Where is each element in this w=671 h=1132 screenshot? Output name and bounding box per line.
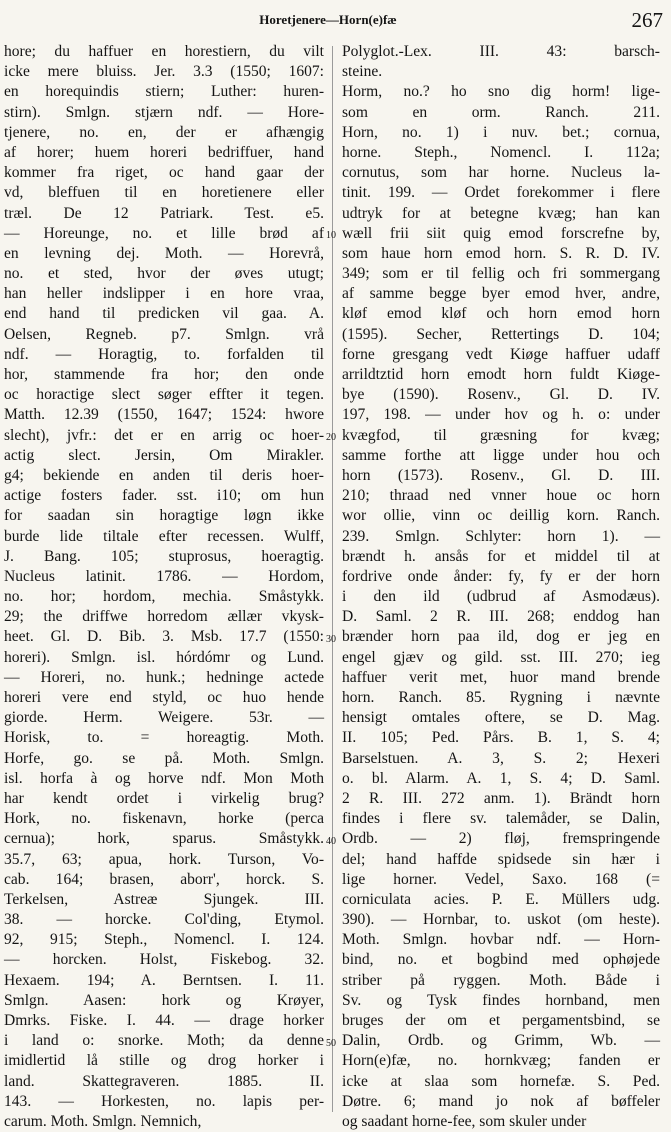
text-line: Moth. Smlgn. hovbar ndf. — Horn- <box>342 931 660 949</box>
text-line: Horn(e)fæ, no. hornkvæg; fanden er <box>342 1052 660 1070</box>
text-line: tjenere, no. en, der er afhængig <box>4 123 324 141</box>
text-line: Horisk, to. = horeagtig. Moth. <box>4 729 324 747</box>
text-line: findes i flere sv. talemåder, se Dalin, <box>342 810 660 828</box>
text-line: cab. 164; brasen, aborr', horck. S. <box>4 870 324 888</box>
right-column <box>342 42 660 1130</box>
text-line: oc horactige slect søger effter it tegen. <box>4 386 324 404</box>
text-line: 92, 915; Steph., Nomencl. I. 124. <box>4 931 324 949</box>
text-line: Horm, no.? ho sno dig horm! lige- <box>342 83 660 101</box>
text-line: 349; som er til fellig och fri sommergang <box>342 265 660 283</box>
text-line: af horer; huem horeri bedriffuer, hand <box>4 143 324 161</box>
text-line: bind, no. et bogbind med ophøjede <box>342 951 660 969</box>
text-line: burde lide tiltale efter recessen. Wulff, <box>4 527 324 545</box>
text-line: Horfe, go. se på. Moth. Smlgn. <box>4 749 324 767</box>
text-line: brændt h. ansås for et middel til at <box>342 547 660 565</box>
text-line: 2 R. III. 272 anm. 1). Brändt horn <box>342 789 660 807</box>
text-line: haffuer verit met, huor mand brende <box>342 668 660 686</box>
text-line: og saadant horne-fee, som skuler under <box>342 1112 587 1130</box>
text-line: horeri vere end styld, oc huo hende <box>4 689 324 706</box>
text-line: har kendt ordet i virkelig brug? <box>4 789 324 807</box>
text-line: actig slect. Jersin, Om Mirakler. <box>4 446 324 464</box>
text-line: Hork, no. fiskenavn, horke (perca <box>4 810 324 828</box>
text-line: Nucleus latinit. 1786. — Hordom, <box>4 567 324 585</box>
line-number: 30 <box>326 633 336 645</box>
text-line: Barselstuen. A. 3, S. 2; Hexeri <box>342 749 660 767</box>
text-line: wæll frii siit quig emod forscrefne by, <box>342 224 660 242</box>
text-line: striber på ryggen. Moth. Både i <box>342 971 660 989</box>
text-line: o. bl. Alarm. A. 1, S. 4; D. Saml. <box>342 769 660 787</box>
text-line: 29; the driffwe horredom ællær vkysk- <box>4 608 324 626</box>
text-line: 210; thraad ned vnner houe oc horn <box>342 487 660 505</box>
text-line: Polyglot.-Lex. III. 43: barsch- <box>342 43 660 60</box>
text-line: horn (1573). Rosenv., Gl. D. III. <box>342 466 660 484</box>
text-line: i den ild (udbrud af Asmodæus). <box>342 588 660 606</box>
text-line: giorde. Herm. Weigere. 53r. — <box>4 709 324 727</box>
text-line: no. et sted, hvor der øves utugt; <box>4 265 324 283</box>
text-line: imidlertid lå stille og drog horker i <box>4 1052 324 1070</box>
text-line: 35.7, 63; apua, hork. Turson, Vo- <box>4 850 324 868</box>
text-line: cernua); hork, sparus. Småstykk. <box>4 830 324 848</box>
text-line: wor ollie, vinn oc deillig korn. Ranch. <box>342 507 660 525</box>
text-line: 197, 198. — under hov og h. o: under <box>342 406 660 424</box>
text-line: carum. Moth. Smlgn. Nemnich, <box>4 1112 202 1130</box>
running-head: Horetjenere—Horn(e)fæ <box>259 12 397 27</box>
text-line: brænder horn paa ild, dog er jeg en <box>342 628 660 646</box>
text-line: Oelsen, Regneb. p7. Smlgn. vrå <box>4 325 324 343</box>
text-line: Horn, no. 1) i nuv. bet.; cornua, <box>342 123 660 141</box>
text-line: horn. Ranch. 85. Rygning i nævnte <box>342 689 660 706</box>
text-line: stirn). Smlgn. stjærn ndf. — Hore- <box>4 103 324 121</box>
line-number: 40 <box>326 835 336 847</box>
text-line: kløf emod kløf och horn emod horn <box>342 305 660 323</box>
text-line: en levning dej. Moth. — Horevrå, <box>4 244 324 262</box>
text-line: som haue horn emod horn. S. R. D. IV. <box>342 244 660 262</box>
text-line: hor, stammende fra hor; den onde <box>4 366 324 383</box>
text-line: corniculata acies. P. E. Müllers udg. <box>342 890 660 908</box>
text-line: end hand til predicken vil gaa. A. <box>4 305 324 323</box>
text-line: 239. Smlgn. Schlyter: horn 1). — <box>342 527 660 545</box>
text-line: Terkelsen, Astreæ Sjungek. III. <box>4 890 324 908</box>
text-line: del; hand haffde spidsede sin hær i <box>342 850 660 868</box>
text-line: fordrive onde ånder: fy, fy er der horn <box>342 567 660 585</box>
text-line: Ordb. — 2) fløj, fremspringende <box>342 830 660 848</box>
text-line: J. Bang. 105; stuprosus, hoeragtig. <box>4 547 324 565</box>
line-number: 50 <box>326 1037 336 1049</box>
text-line: bruges der om et pergamentsbind, se <box>342 1012 660 1029</box>
text-line: kvægfod, til græsning for kvæg; <box>342 426 660 444</box>
text-line: samme forthe att ligge under hou och <box>342 446 660 464</box>
text-line: Smlgn. Aasen: hork og Krøyer, <box>4 991 324 1009</box>
text-line: engel gjæv og gild. sst. III. 270; ieg <box>342 648 660 666</box>
text-line: Dalin, Ordb. og Grimm, Wb. — <box>342 1032 660 1050</box>
text-line: icke mere bluiss. Jer. 3.3 (1550; 1607: <box>4 63 324 81</box>
text-line: cornutus, som har horne. Nucleus la- <box>342 164 660 182</box>
line-number: 20 <box>326 431 336 443</box>
text-line: Sv. og Tysk findes hornband, men <box>342 991 660 1009</box>
text-line: land. Skattegraveren. 1885. II. <box>4 1072 324 1090</box>
text-line: — horcken. Holst, Fiskebog. 32. <box>4 951 324 969</box>
text-line: Hexaem. 194; A. Berntsen. I. 11. <box>4 971 324 989</box>
text-line: 390). — Hornbar, to. uskot (om heste). <box>342 911 660 929</box>
text-line: (1595). Secher, Rettertings D. 104; <box>342 325 660 343</box>
text-line: Matth. 12.39 (1550, 1647; 1524: hwore <box>4 406 324 424</box>
text-line: steine. <box>342 63 383 81</box>
text-line: vd, bleffuen til en horetienere eller <box>4 184 324 202</box>
text-line: II. 105; Ped. Pårs. B. 1, S. 4; <box>342 729 660 747</box>
text-line: for saadan sin horagtige løgn ikke <box>4 507 324 525</box>
text-line: slecht), jvfr.: det er en arrig oc hoer- <box>4 426 324 444</box>
text-line: udtryk for at betegne kvæg; han kan <box>342 204 660 222</box>
text-line: af samme begge byer emod hver, andre, <box>342 285 660 303</box>
text-line: kommer fra riget, oc hand gaar der <box>4 164 324 182</box>
text-line: heet. Gl. D. Bib. 3. Msb. 17.7 (1550: <box>4 628 324 646</box>
text-line: forne gresgang vedt Kiøge haffuer udaff <box>342 345 660 363</box>
text-line: no. hor; hordom, mechia. Småstykk. <box>4 588 324 606</box>
text-line: horne. Steph., Nomencl. I. 112a; <box>342 143 660 161</box>
text-line: lige horner. Vedel, Saxo. 168 (= <box>342 870 660 888</box>
text-line: som en orm. Ranch. 211. <box>342 103 660 121</box>
text-line: actige fosters fader. sst. i10; om hun <box>4 487 324 505</box>
text-line: Dmrks. Fiske. I. 44. — drage horker <box>4 1012 324 1029</box>
line-number: 10 <box>326 229 336 241</box>
text-line: hore; du haffuer en horestiern, du vilt <box>4 43 324 60</box>
left-column <box>4 42 324 1130</box>
text-line: horeri). Smlgn. isl. hórdómr og Lund. <box>4 648 324 666</box>
text-line: hensigt omtales oftere, se D. Mag. <box>342 709 660 727</box>
text-line: en horequindis stiern; Luther: huren- <box>4 83 324 101</box>
text-line: han heller indslipper i en hore vraa, <box>4 285 324 303</box>
text-line: bye (1590). Rosenv., Gl. D. IV. <box>342 386 660 404</box>
text-line: g4; bekiende en anden til deris hoer- <box>4 466 324 484</box>
text-line: i land o: snorke. Moth; da denne <box>4 1032 324 1050</box>
text-line: 143. — Horkesten, no. lapis per- <box>4 1092 324 1110</box>
text-line: — Horeunge, no. et lille brød af <box>4 224 324 242</box>
text-line: tinit. 199. — Ordet forekommer i flere <box>342 184 660 202</box>
text-line: — Horeri, no. hunk.; hedninge actede <box>4 668 324 686</box>
text-line: isl. horfa à og horve ndf. Mon Moth <box>4 769 324 787</box>
page-header <box>18 8 663 34</box>
page-number: 267 <box>631 8 663 32</box>
text-line: arrildtztid horn emodt horn fuldt Kiøge- <box>342 366 660 383</box>
text-line: icke at slaa som hornefæ. S. Ped. <box>342 1072 660 1090</box>
text-line: ndf. — Horagtig, to. forfalden til <box>4 345 324 363</box>
text-line: D. Saml. 2 R. III. 268; enddog han <box>342 608 660 626</box>
text-line: 38. — horcke. Col'ding, Etymol. <box>4 911 324 929</box>
text-line: træl. De 12 Patriark. Test. e5. <box>4 204 324 222</box>
text-line: Døtre. 6; mand jo nok af bøffeler <box>342 1092 660 1110</box>
